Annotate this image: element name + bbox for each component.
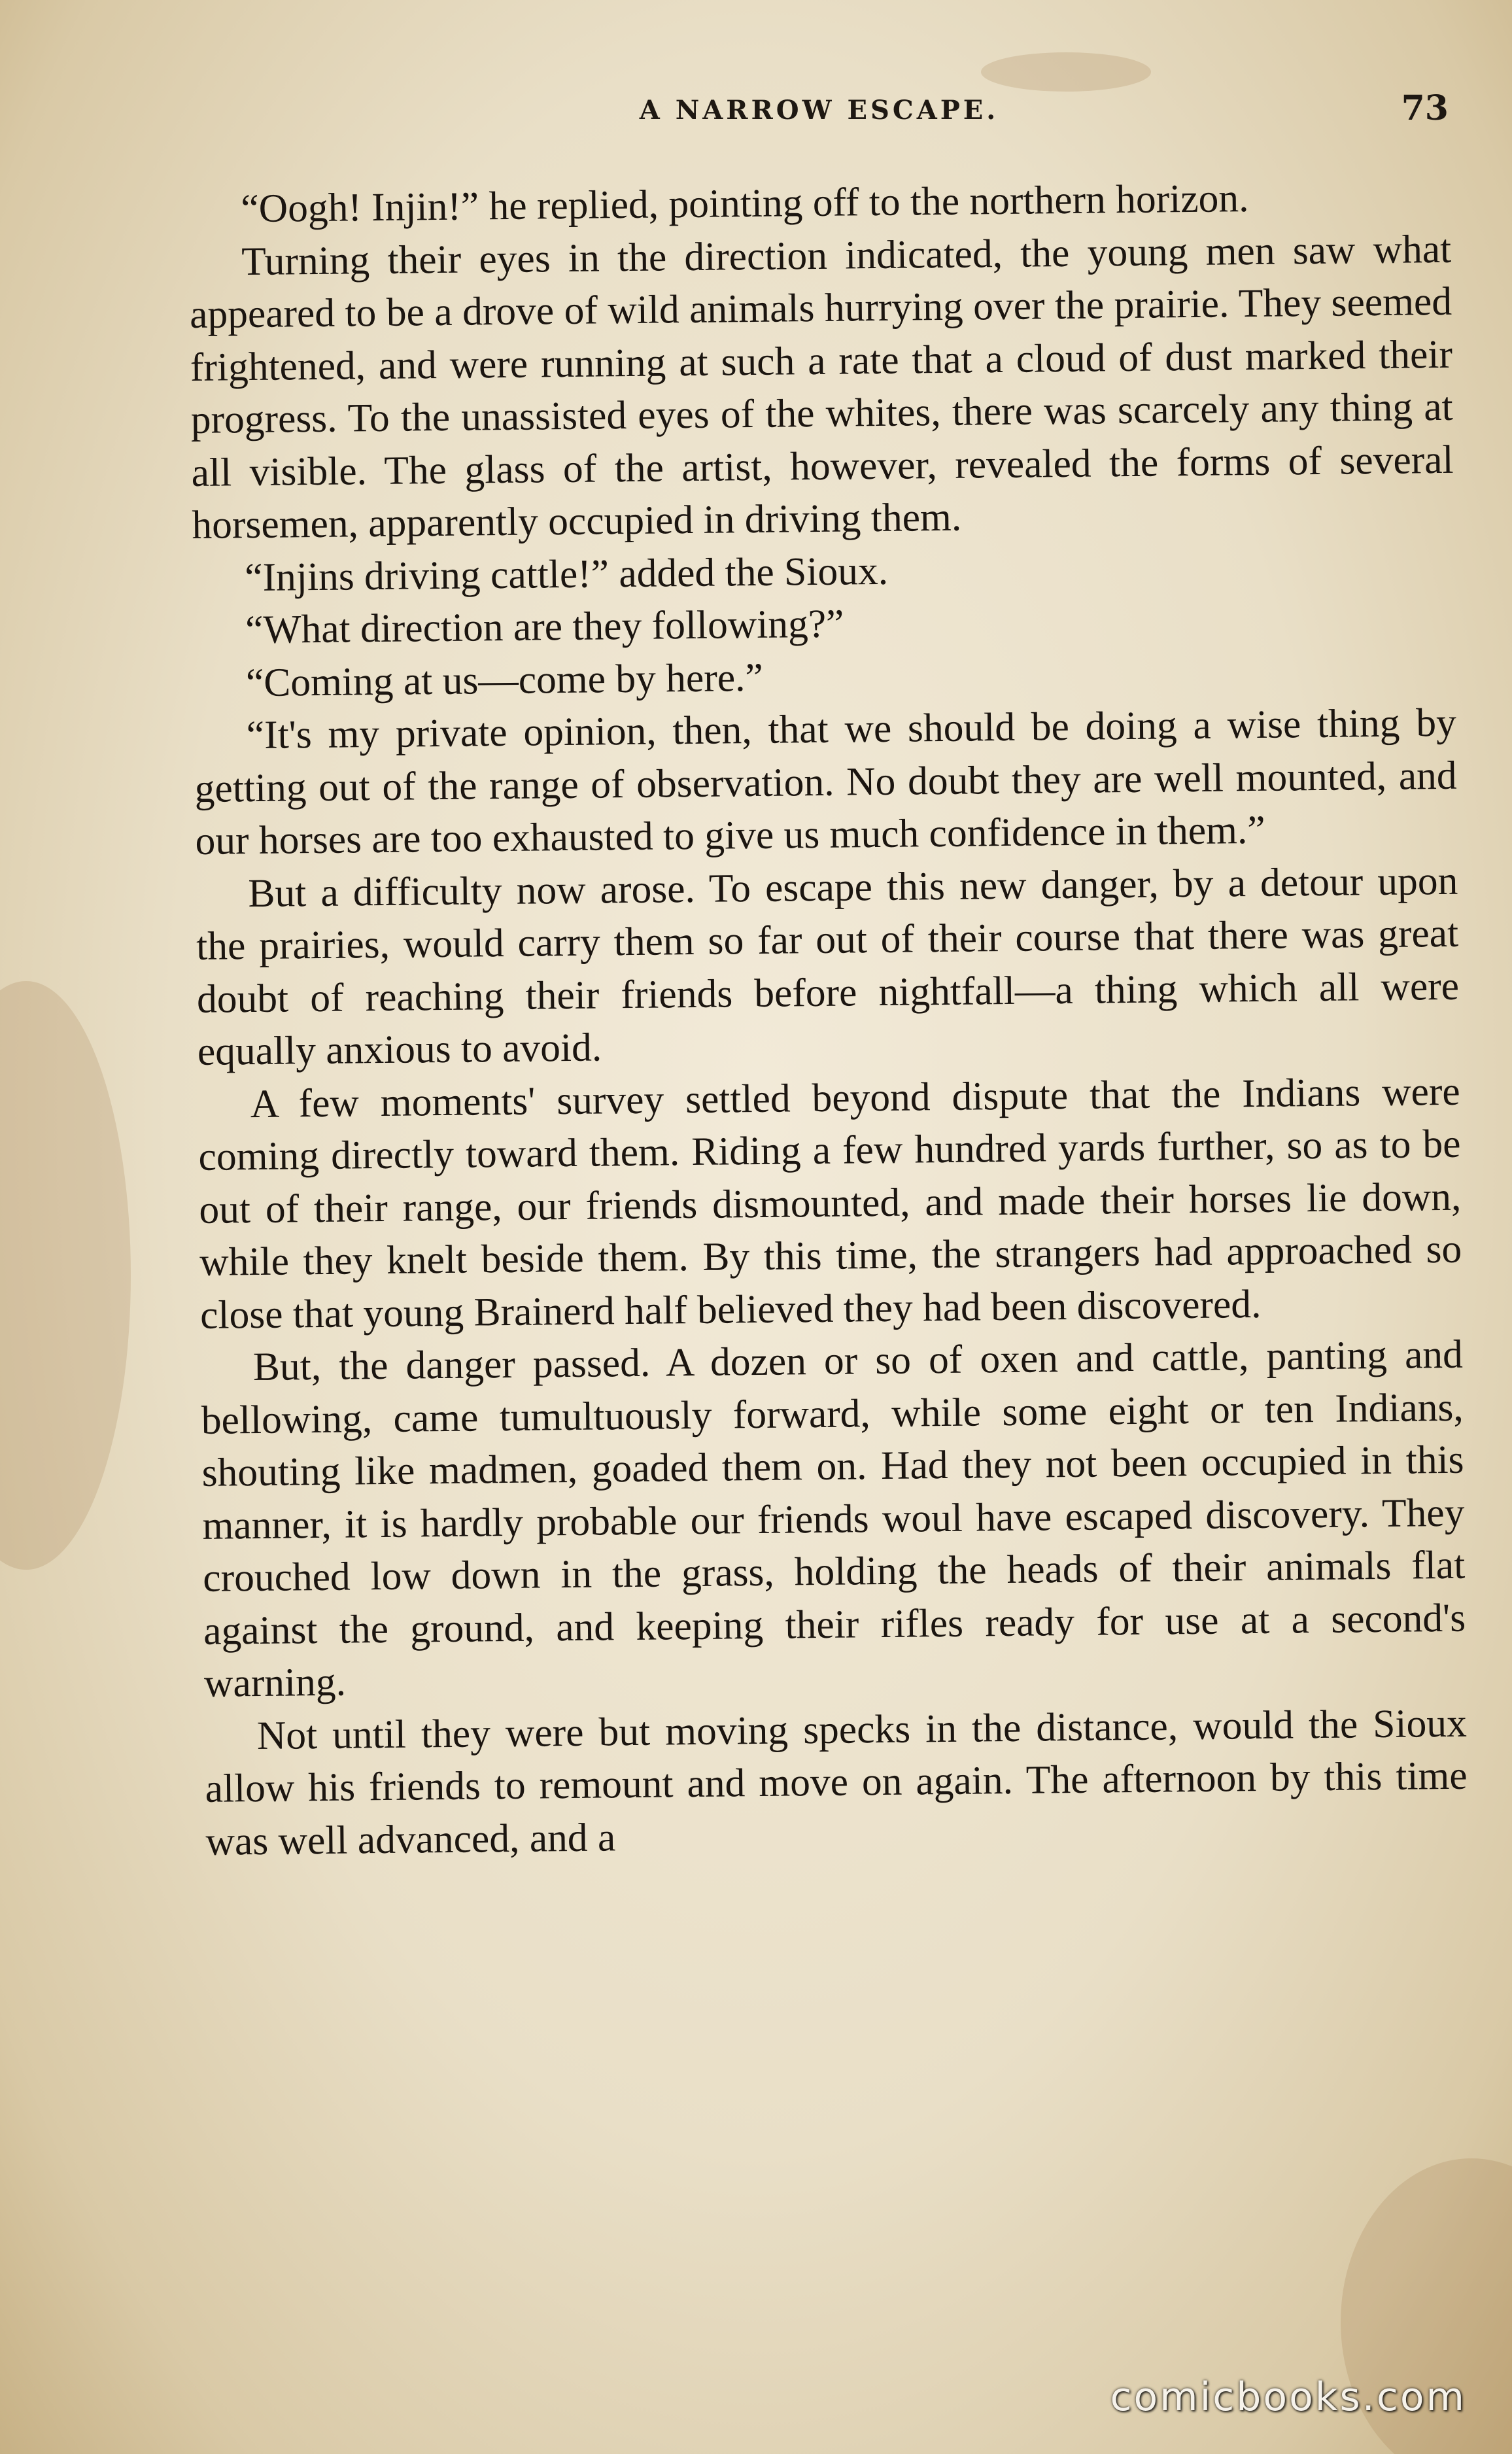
- paragraph: “Injins driving cattle!” added the Sioux.: [244, 548, 889, 600]
- paper-stain: [0, 981, 131, 1570]
- paragraph: “It's my private opinion, then, that we should be doing a wise thing by getting out of the range of observation. No doubt they are well mounted, and our horses are too exhausted to give us much confidence in them.”: [194, 700, 1457, 863]
- paragraph: But a difficulty now arose. To escape this new danger, by a detour upon the prairies, would carry them so far out of their course that there was great doubt of reaching their friends before nightfall—a thing which all were equally anxious to avoid.: [196, 858, 1460, 1074]
- paragraph: Not until they were but moving specks in the distance, would the Sioux allow his friends to remount and move on again. The afternoon by this time was well advanced, and a: [205, 1701, 1468, 1864]
- body-text: [188, 170, 1468, 1868]
- paragraph: A few moments' survey settled beyond dispute that the Indians were coming directly toward them. Riding a few hundred yards further, so as to be out of their range, our friends dismounted, and made their horses lie down, while they knelt beside them. By this time, the strangers had approached so close that young Brainerd half believed they had been discovered.: [198, 1069, 1462, 1338]
- page-number: 73: [1401, 88, 1449, 128]
- paragraph: “Coming at us—come by here.”: [245, 655, 764, 705]
- watermark: comicbooks.com: [1110, 2374, 1466, 2420]
- running-head: A NARROW ESCAPE.: [639, 95, 999, 126]
- paper-stain: [981, 52, 1151, 92]
- paragraph: But, the danger passed. A dozen or so of oxen and cattle, panting and bellowing, came tumultuously forward, while some eight or ten Indians, shouting like madmen, goaded them on. Had they not been occupied in this manner, it is hardly probable our friends woul have escaped discovery. They crouched low down in the grass, holding the heads of their animals flat against the ground, and keeping their rifles ready for use at a second's warning.: [201, 1332, 1466, 1706]
- page-header: [190, 88, 1449, 141]
- paragraph: “What direction are they following?”: [245, 601, 844, 653]
- paragraph: Turning their eyes in the direction indicated, the young men saw what appeared to be a drove of wild animals hurrying over the prairie. They seemed frightened, and were running at such a rate that a cloud of dust marked their progress. To the unassisted eyes of the whites, there was scarcely any thing at all visible. The glass of the artist, however, revealed the forms of several horsemen, apparently occupied in driving them.: [189, 226, 1454, 547]
- paragraph: “Oogh! Injin!” he replied, pointing off to the northern horizon.: [241, 176, 1249, 232]
